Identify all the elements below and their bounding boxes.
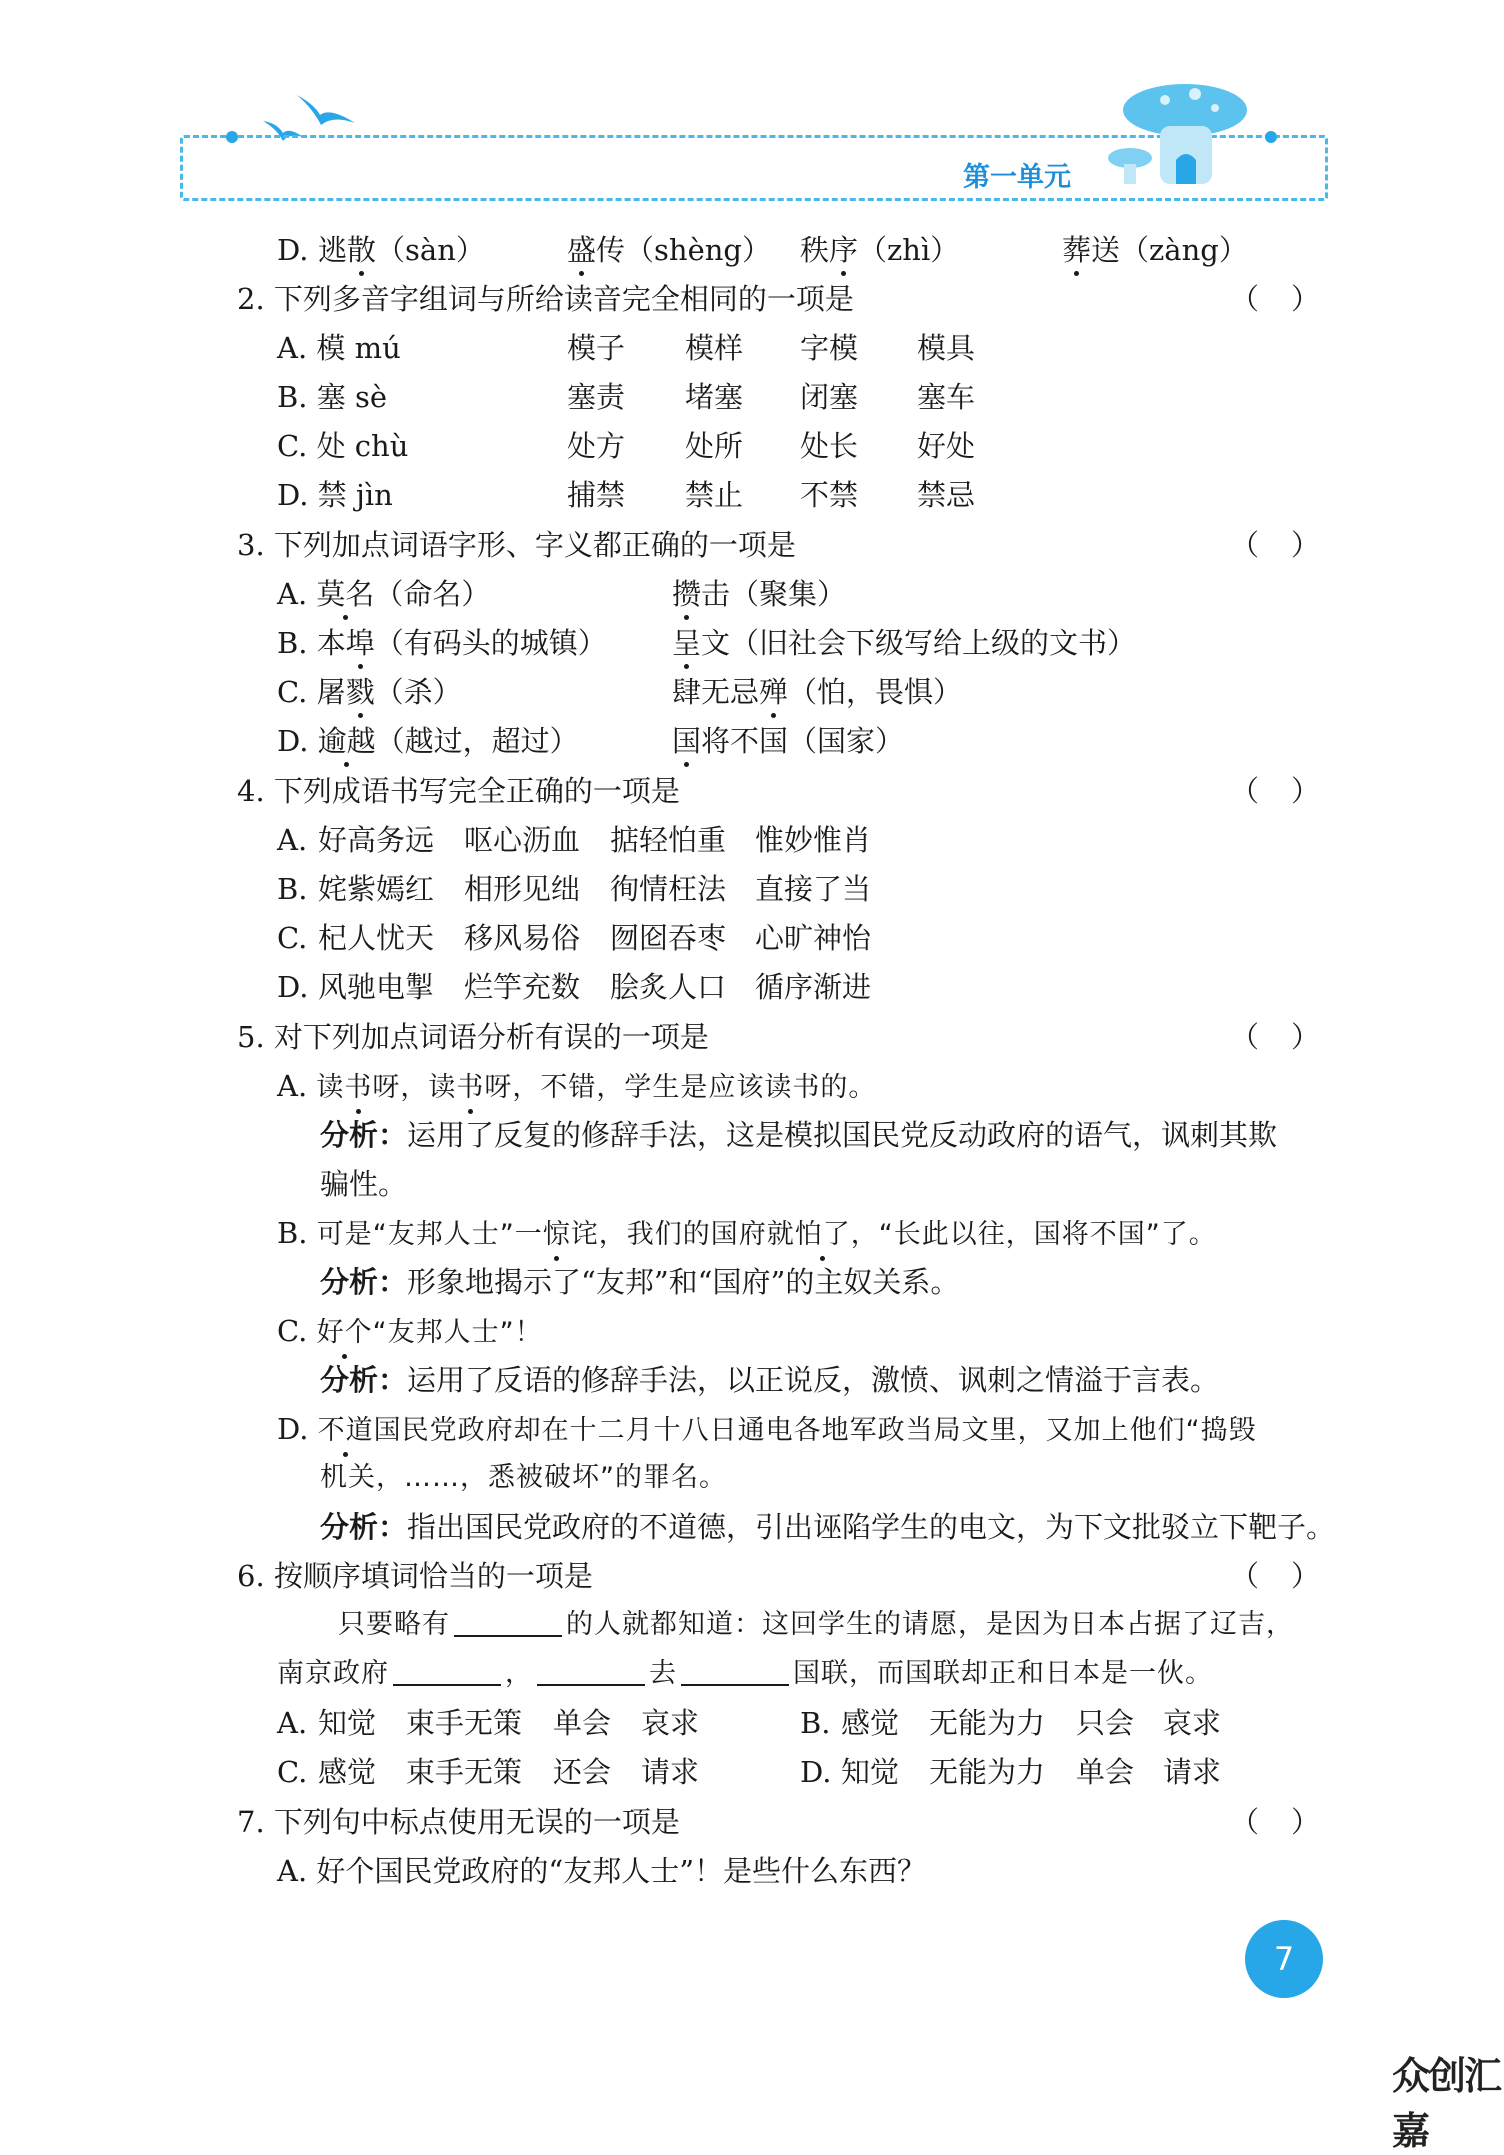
q3-option-d-left: D. 逾越（越过，超过）	[277, 721, 579, 761]
q1-option-d-label: D.	[277, 233, 309, 267]
q2-option-b: B. 塞 sè	[277, 380, 388, 414]
q6-answer-paren: （ ）	[1230, 1559, 1320, 1593]
unit-title: 第一单元	[963, 162, 1071, 193]
q4-option-c-word-3: 囫囵吞枣	[610, 921, 727, 955]
q6-option-a-word-2: 束手无策	[406, 1706, 523, 1740]
q3-option-c-right: 肆无忌殚（怕，畏惧）	[672, 672, 962, 712]
q2-option-a: A. 模 mú	[277, 331, 401, 365]
q6-option-b-word-4: 哀求	[1163, 1706, 1222, 1740]
q4-option-d-word-2: 烂竽充数	[464, 970, 581, 1004]
q6-option-d-word-2: 无能为力	[929, 1755, 1046, 1789]
q4-option-d-word-1: 风驰电掣	[318, 970, 435, 1004]
q5-option-b: B. 可是“友邦人士”一惊诧，我们的国府就怕了，“长此以往，国将不国”了。	[277, 1213, 1217, 1255]
q4-option-a-word-1: 好高务远	[318, 823, 435, 857]
q4-option-b-word-2: 相形见绌	[464, 872, 581, 906]
q2-option-c-word-4: 好处	[917, 429, 976, 463]
q5-option-a: A. 读书呀，读书呀，不错，学生是应该读书的。	[277, 1066, 876, 1108]
q6-option-a-word-1: 知觉	[318, 1706, 377, 1740]
q6-option-b-word-2: 无能为力	[929, 1706, 1046, 1740]
q4-option-b-word-1: 姹紫嫣红	[318, 872, 435, 906]
q6-option-c-label: C.	[277, 1755, 308, 1789]
mushroom-house-icon	[1090, 80, 1260, 190]
q6-option-c-word-4: 请求	[641, 1755, 700, 1789]
q6-option-b-word-1: 感觉	[841, 1706, 900, 1740]
q6-option-d-word-4: 请求	[1163, 1755, 1222, 1789]
q6-blank-2[interactable]	[393, 1656, 501, 1686]
q3-option-b-left: B. 本埠（有码头的城镇）	[277, 623, 607, 663]
q2-answer-paren: （ ）	[1230, 282, 1320, 316]
q6-option-d-word-3: 单会	[1076, 1755, 1135, 1789]
q2-option-b-word-2: 堵塞	[685, 380, 744, 414]
q4-option-d-word-4: 循序渐进	[755, 970, 872, 1004]
q2-option-b-word-1: 塞责	[567, 380, 626, 414]
q4-option-d-label: D.	[277, 970, 309, 1004]
q6-passage-line-2: 南京政府 ， 去 国联，而国联却正和日本是一伙。	[277, 1658, 1213, 1689]
q6-stem: 6. 按顺序填词恰当的一项是	[237, 1559, 593, 1593]
q6-option-b-label: B.	[800, 1706, 831, 1740]
watermark-logo: 众创汇嘉	[1392, 2054, 1501, 2153]
q6-blank-4[interactable]	[681, 1656, 789, 1686]
q2-option-c-word-3: 处长	[800, 429, 859, 463]
q2-option-a-word-4: 模具	[917, 331, 976, 365]
q3-stem: 3. 下列加点词语字形、字义都正确的一项是	[237, 528, 796, 562]
q2-option-d-word-2: 禁止	[685, 478, 744, 512]
q4-option-a-word-3: 掂轻怕重	[610, 823, 727, 857]
q4-option-b-word-3: 徇情枉法	[610, 872, 727, 906]
q2-option-d-word-3: 不禁	[800, 478, 859, 512]
header-dot-right	[1265, 131, 1277, 143]
q4-option-c-word-2: 移风易俗	[464, 921, 581, 955]
q5-stem: 5. 对下列加点词语分析有误的一项是	[237, 1020, 709, 1054]
header-dot-left	[226, 131, 238, 143]
q1-option-d-item-2: 盛传（shèng）	[567, 230, 771, 270]
q2-option-b-word-3: 闭塞	[800, 380, 859, 414]
q7-answer-paren: （ ）	[1230, 1805, 1320, 1839]
q6-blank-3[interactable]	[537, 1656, 645, 1686]
q3-option-a-right: 攒击（聚集）	[672, 574, 846, 614]
q6-blank-1[interactable]	[454, 1607, 562, 1637]
q5-option-d-cont: 机关，……，悉被破坏”的罪名。	[320, 1462, 727, 1493]
q3-answer-paren: （ ）	[1230, 528, 1320, 562]
page-number-badge: 7	[1245, 1920, 1323, 1998]
q6-option-d-word-1: 知觉	[841, 1755, 900, 1789]
q5-option-b-analysis: 分析：形象地揭示了“友邦”和“国府”的主奴关系。	[320, 1265, 960, 1299]
q4-option-b-word-4: 直接了当	[755, 872, 872, 906]
q6-option-c-word-1: 感觉	[318, 1755, 377, 1789]
q4-option-a-word-4: 惟妙惟肖	[755, 823, 872, 857]
q6-option-d-label: D.	[800, 1755, 832, 1789]
q3-option-a-left: A. 莫名（命名）	[277, 574, 490, 614]
q6-option-a-word-3: 单会	[553, 1706, 612, 1740]
q5-option-c: C. 好个“友邦人士”！	[277, 1311, 543, 1353]
q6-option-c-word-3: 还会	[553, 1755, 612, 1789]
q2-option-d-word-1: 捕禁	[567, 478, 626, 512]
q5-option-a-analysis: 分析：运用了反复的修辞手法，这是模拟国民党反动政府的语气，讽刺其欺	[320, 1118, 1278, 1152]
q3-option-b-right: 呈文（旧社会下级写给上级的文书）	[672, 623, 1136, 663]
q2-option-c-word-1: 处方	[567, 429, 626, 463]
q4-answer-paren: （ ）	[1230, 774, 1320, 808]
q2-option-d-word-4: 禁忌	[917, 478, 976, 512]
q6-passage-line-1: 只要略有 的人就都知道：这回学生的请愿，是因为日本占据了辽吉，	[338, 1609, 1294, 1640]
q2-option-c-word-2: 处所	[685, 429, 744, 463]
q5-option-d: D. 不道国民党政府却在十二月十八日通电各地军政当局文里，又加上他们“捣毁	[277, 1409, 1257, 1451]
q7-stem: 7. 下列句中标点使用无误的一项是	[237, 1805, 680, 1839]
q4-option-a-word-2: 呕心沥血	[464, 823, 581, 857]
q4-option-d-word-3: 脍炙人口	[610, 970, 727, 1004]
q1-option-d-item-3: 秩序（zhì）	[800, 230, 959, 270]
q5-option-c-analysis: 分析：运用了反语的修辞手法，以正说反，激愤、讽刺之情溢于言表。	[320, 1363, 1220, 1397]
q4-option-b-label: B.	[277, 872, 308, 906]
q7-option-a: A. 好个国民党政府的“友邦人士”！是些什么东西？	[277, 1854, 927, 1888]
q4-option-c-word-1: 杞人忧天	[318, 921, 435, 955]
q2-option-a-word-1: 模子	[567, 331, 626, 365]
q4-option-c-word-4: 心旷神怡	[755, 921, 872, 955]
q1-option-d-item-4: 葬送（zàng）	[1062, 230, 1248, 270]
q4-stem: 4. 下列成语书写完全正确的一项是	[237, 774, 680, 808]
q5-answer-paren: （ ）	[1230, 1020, 1320, 1054]
q6-option-c-word-2: 束手无策	[406, 1755, 523, 1789]
q1-option-d-item-1: 逃散（sàn）	[318, 230, 485, 270]
q2-option-b-word-4: 塞车	[917, 380, 976, 414]
q3-option-c-left: C. 屠戮（杀）	[277, 672, 462, 712]
q2-stem: 2. 下列多音字组词与所给读音完全相同的一项是	[237, 282, 854, 316]
q2-option-d: D. 禁 jìn	[277, 478, 393, 512]
q4-option-a-label: A.	[277, 823, 308, 857]
q6-option-b-word-3: 只会	[1076, 1706, 1135, 1740]
q4-option-c-label: C.	[277, 921, 308, 955]
q6-option-a-label: A.	[277, 1706, 308, 1740]
q6-option-a-word-4: 哀求	[641, 1706, 700, 1740]
q5-option-d-analysis: 分析：指出国民党政府的不道德，引出诬陷学生的电文，为下文批驳立下靶子。	[320, 1510, 1336, 1544]
q2-option-a-word-2: 模样	[685, 331, 744, 365]
q2-option-c: C. 处 chù	[277, 429, 409, 463]
q5-option-a-analysis-cont: 骗性。	[320, 1167, 408, 1201]
q2-option-a-word-3: 字模	[800, 331, 859, 365]
q3-option-d-right: 国将不国（国家）	[672, 721, 904, 761]
